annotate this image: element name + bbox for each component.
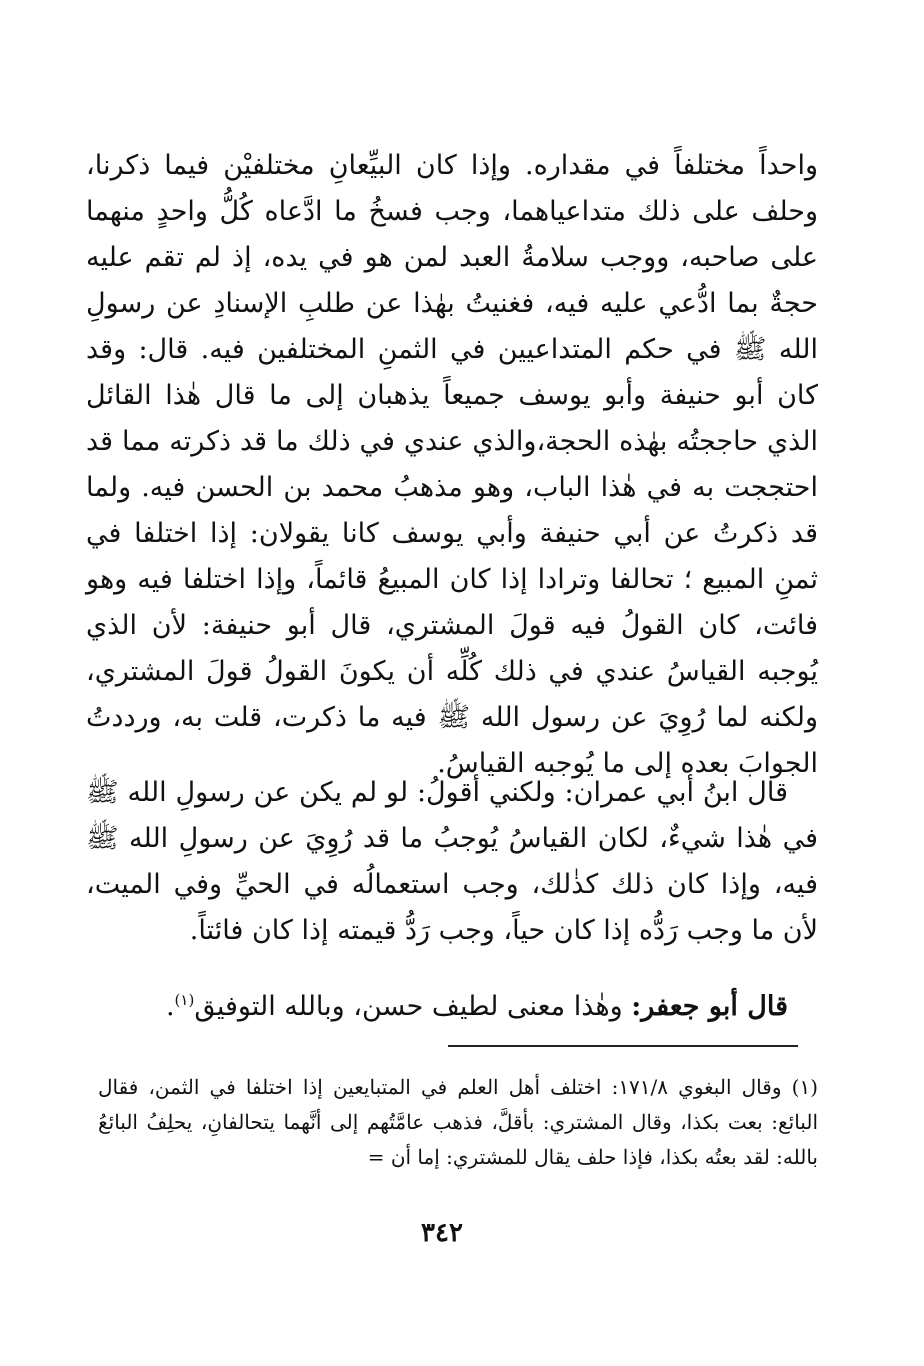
footnote-divider <box>448 1045 798 1047</box>
closing-text: وهٰذا معنى لطيف حسن، وبالله التوفيق <box>194 991 632 1022</box>
closing-paragraph <box>86 984 818 1030</box>
footnote-text: (١) وقال البغوي ١٧١/٨: اختلف أهل العلم في المتبايعين إذا اختلفا في الثمن، فقال البائع: بعت بكذا، وقال المشتري: بأقلَّ، فذهب عامَّتُهم إلى أنَّهما يتحالفانِ، يحلِفُ البائعُ بالله: لقد بعتُه بكذا، فإذا حلف يقال للمشتري: إما أن = <box>98 1075 818 1169</box>
page-number: ٣٤٢ <box>421 1218 463 1248</box>
closing-speaker: قال أبو جعفر: <box>631 991 788 1022</box>
main-paragraph-2: قال ابنُ أبي عمران: ولكني أقولُ: لو لم يكن عن رسولِ الله ﷺ في هٰذا شيءٌ، لكان القياسُ يُوجبُ ما قد رُوِيَ عن رسولِ الله ﷺ فيه، وإذا كان ذلك كذٰلك، وجب استعمالُه في الحيِّ وفي الميت، لأن ما وجب رَدُّه إذا كان حياً، وجب رَدُّ قيمته إذا كان فائتاً. <box>86 777 818 946</box>
footnote-marker: (١) <box>174 991 195 1009</box>
closing-end: . <box>165 991 175 1022</box>
main-paragraph-1: واحداً مختلفاً في مقداره. وإذا كان البيِّعانِ مختلفيْن فيما ذكرنا، وحلف على ذلك متداعياهما، وجب فسخُ ما ادَّعاه كُلُّ واحدٍ منهما على صاحبه، ووجب سلامةُ العبد لمن هو في يده، إذ لم تقم عليه حجةٌ بما ادُّعي عليه فيه، فغنيتُ بهٰذا عن طلبِ الإسنادِ عن رسولِ الله ﷺ في حكم المتداعيين في الثمنِ المختلفين فيه. قال: وقد كان أبو حنيفة وأبو يوسف جميعاً يذهبان إلى ما قال هٰذا القائل الذي حاججتُه بهٰذه الحجة،والذي عندي في ذلك ما قد ذكرته مما قد احتججت به في هٰذا الباب، وهو مذهبُ محمد بن الحسن فيه. ولما قد ذكرتُ عن أبي حنيفة وأبي يوسف كانا يقولان: إذا اختلفا في ثمنِ المبيع ؛ تحالفا وترادا إذا كان المبيعُ قائماً، وإذا اختلفا فيه وهو فائت، كان القولُ فيه قولَ المشتري، قال أبو حنيفة: لأن الذي يُوجبه القياسُ عندي في ذلك كُلِّه أن يكونَ القولُ قولَ المشتري، ولكنه لما رُوِيَ عن رسول الله ﷺ فيه ما ذكرت، قلت به، ورددتُ الجوابَ بعده إلى ما يُوجبه القياسُ. <box>86 150 818 779</box>
